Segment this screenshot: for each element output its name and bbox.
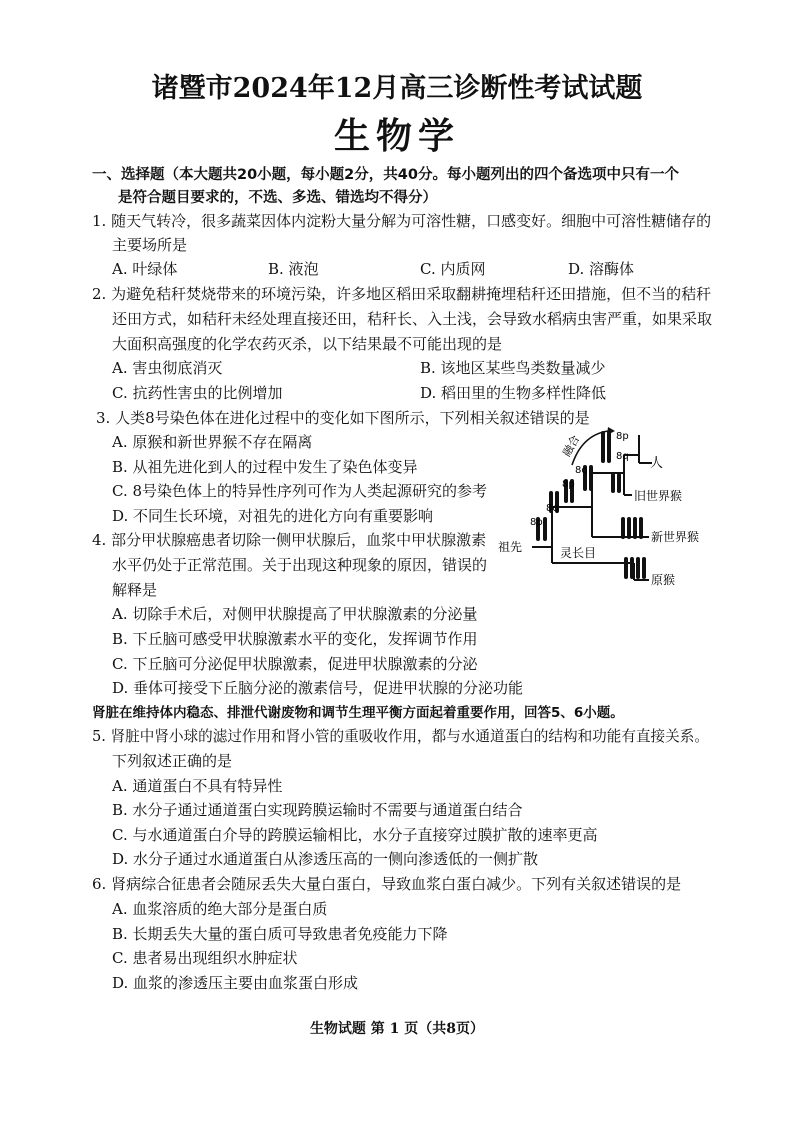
chromosome-evolution-figure: [494, 425, 716, 590]
fig-label-branch-8p: 8p: [562, 479, 575, 490]
fig-label-ancestor-8p: 8p: [530, 517, 543, 528]
fig-label-prosimian: 原猴: [651, 573, 676, 587]
exam-title: 诸暨市2024年12月高三诊断性考试试题: [151, 73, 643, 104]
fig-label-branch-8q: 8q: [575, 465, 588, 476]
q5-stem-line2: 下列叙述正确的是: [112, 752, 233, 770]
fig-label-new-world: 新世界猴: [651, 530, 700, 544]
page-footer: 生物试题 第 1 页（共8页）: [309, 1021, 485, 1037]
q1-stem-line1: 1. 随天气转冷，很多蔬菜因体内淀粉大量分解为可溶性糖，口感变好。细胞中可溶性糖储存的: [92, 212, 712, 230]
q2-stem-line1: 2. 为避免秸秆焚烧带来的环境污染，许多地区稻田采取翻耕掩埋秸秆还田措施，但不当的秸秆: [92, 285, 712, 303]
q2-option-a: A. 害虫彻底消灭: [112, 359, 223, 377]
fig-label-human-8q: 8q: [616, 451, 629, 462]
q2-option-d: D. 稻田里的生物多样性降低: [420, 384, 607, 402]
fig-label-human-8p: 8p: [616, 431, 629, 442]
q6-option-d: D. 血浆的渗透压主要由血浆蛋白形成: [112, 974, 359, 992]
q2-stem-line3: 大面积高强度的化学农药灭杀，以下结果最不可能出现的是: [112, 335, 503, 353]
section-heading: 一、选择题（本大题共20小题，每小题2分，共40分。每小题列出的四个备选项中只有一个: [92, 167, 679, 183]
q3-option-d: D. 不同生长环境，对祖先的进化方向有重要影响: [112, 507, 434, 525]
q1-option-d: D. 溶酶体: [568, 260, 635, 278]
q1-option-c: C. 内质网: [420, 260, 486, 278]
q1-option-a: A. 叶绿体: [112, 260, 178, 278]
q5-option-c: C. 与水通道蛋白介导的跨膜运输相比，水分子直接穿过膜扩散的速率更高: [112, 826, 598, 844]
q4-option-d: D. 垂体可接受下丘脑分泌的激素信号，促进甲状腺的分泌功能: [112, 679, 524, 697]
q3-option-c: C. 8号染色体上的特异性序列可作为人类起源研究的参考: [112, 482, 488, 500]
q4-stem-line1: 4. 部分甲状腺癌患者切除一侧甲状腺后，血浆中甲状腺激素: [92, 531, 487, 549]
fig-label-old-world: 旧世界猴: [634, 489, 683, 503]
q6-option-b: B. 长期丢失大量的蛋白质可导致患者免疫能力下降: [112, 925, 448, 943]
fig-label-primates: 灵长目: [560, 546, 597, 560]
fig-label-ancestor: 祖先: [498, 540, 523, 554]
q4-stem-line2: 水平仍处于正常范围。关于出现这种现象的原因，错误的: [112, 556, 488, 574]
q1-stem-line2: 主要场所是: [112, 236, 188, 254]
q3-option-a: A. 原猴和新世界猴不存在隔离: [112, 433, 313, 451]
q5-option-b: B. 水分子通过通道蛋白实现跨膜运输时不需要与通道蛋白结合: [112, 801, 523, 819]
section-heading-cont: 是符合题目要求的，不选、多选、错选均不得分）: [118, 190, 437, 206]
q6-option-c: C. 患者易出现组织水肿症状: [112, 949, 298, 967]
q5-q6-intro: 肾脏在维持体内稳态、排泄代谢废物和调节生理平衡方面起着重要作用，回答5、6小题。: [92, 705, 624, 721]
q5-option-a: A. 通道蛋白不具有特异性: [112, 777, 283, 795]
q5-option-d: D. 水分子通过水通道蛋白从渗透压高的一侧向渗透低的一侧扩散: [112, 850, 539, 868]
q4-option-c: C. 下丘脑可分泌促甲状腺激素，促进甲状腺激素的分泌: [112, 655, 478, 673]
q2-option-c: C. 抗药性害虫的比例增加: [112, 384, 283, 402]
q6-option-a: A. 血浆溶质的绝大部分是蛋白质: [112, 900, 328, 918]
fig-label-fusion: 融合: [560, 433, 583, 459]
q5-stem-line1: 5. 肾脏中肾小球的滤过作用和肾小管的重吸收作用，都与水通道蛋白的结构和功能有直接关系。: [92, 728, 709, 745]
q1-option-b: B. 液泡: [268, 260, 319, 278]
fig-label-primate-8q: 8q: [546, 503, 559, 514]
q2-option-b: B. 该地区某些鸟类数量减少: [420, 359, 606, 377]
q4-stem-line3: 解释是: [112, 581, 158, 599]
exam-subject: 生物学: [333, 116, 460, 157]
q4-option-a: A. 切除手术后，对侧甲状腺提高了甲状腺激素的分泌量: [112, 605, 478, 623]
q4-option-b: B. 下丘脑可感受甲状腺激素水平的变化，发挥调节作用: [112, 630, 478, 648]
q6-stem: 6. 肾病综合征患者会随尿丢失大量白蛋白，导致血浆白蛋白减少。下列有关叙述错误的是: [92, 875, 682, 893]
q3-stem: 3. 人类8号染色体在进化过程中的变化如下图所示，下列相关叙述错误的是: [96, 409, 590, 427]
fig-label-human: 人: [650, 456, 664, 471]
q3-option-b: B. 从祖先进化到人的过程中发生了染色体变异: [112, 458, 418, 476]
q2-stem-line2: 还田方式，如秸秆未经处理直接还田，秸秆长、入土浅，会导致水稻病虫害严重，如果采取: [112, 310, 713, 328]
